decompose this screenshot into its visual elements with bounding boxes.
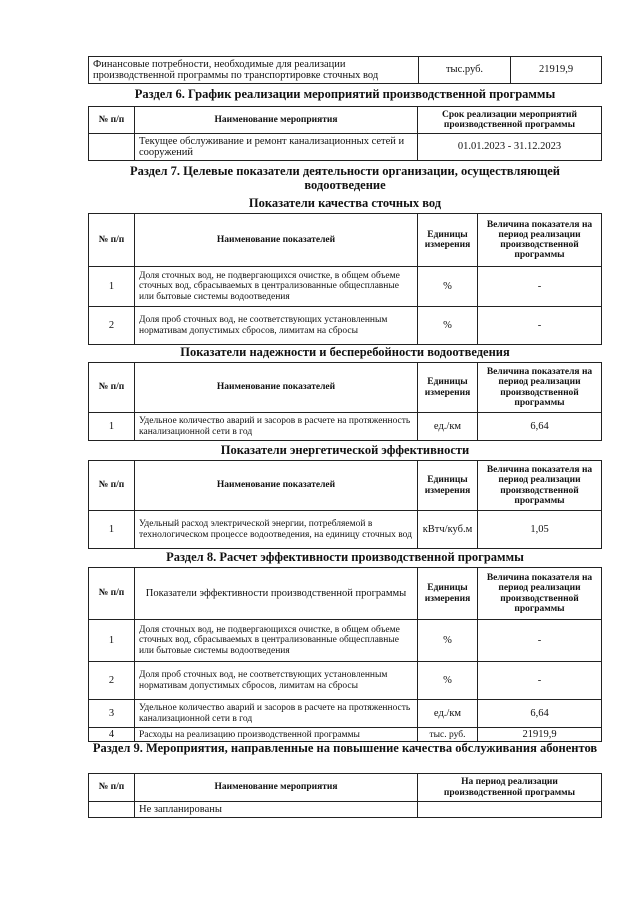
table-row: 1 Доля сточных вод, не подвергающихся очистке, в общем объеме сточных вод, сбрасываемых в централизованные общесплавные или бытовые системы водоотведения % - [89, 620, 602, 662]
s7-energy-table [88, 460, 602, 549]
s9-row-name: Не запланированы [135, 802, 418, 818]
s6-row-term: 01.01.2023 - 31.12.2023 [418, 134, 602, 161]
s7t3-col-unit: Единицы измерения [418, 461, 478, 511]
financial-needs-table [88, 56, 602, 84]
financial-needs-unit: тыс.руб. [419, 57, 511, 84]
s7-energy-subtitle: Показатели энергетической эффективности [220, 443, 470, 457]
table-row: 4 Расходы на реализацию производственной программы тыс. руб. 21919,9 [89, 728, 602, 742]
table-row: 1 Доля сточных вод, не подвергающихся очистке, в общем объеме сточных вод, сбрасываемых в централизованные общесплавные или бытовые системы водоотведения % - [89, 267, 602, 307]
s8-col-value: Величина показателя на период реализации производственной программы [478, 568, 602, 620]
table-row: 2 Доля проб сточных вод, не соответствующих установленным нормативам допустимых сбросов, лимитам на сбросы % - [89, 662, 602, 700]
s9-col-num: № п/п [89, 774, 135, 802]
financial-needs-label: Финансовые потребности, необходимые для реализации производственной программы по транспортировке сточных вод [89, 57, 419, 84]
s7t1-col-name: Наименование показателей [135, 214, 418, 267]
s7-reliability-table [88, 362, 602, 441]
s9-row-term [418, 802, 602, 818]
s9-row-num [89, 802, 135, 818]
s8-col-name: Показатели эффективности производственной программы [135, 568, 418, 620]
section-6-table [88, 106, 602, 161]
s7t1-col-value: Величина показателя на период реализации производственной программы [478, 214, 602, 267]
section-7-title: Раздел 7. Целевые показатели деятельности организации, осуществляющей водоотведение [129, 164, 561, 192]
table-row: 1 Удельное количество аварий и засоров в расчете на протяженность канализационной сети в год ед./км 6,64 [89, 413, 602, 441]
s6-row-num [89, 134, 135, 161]
s9-col-name: Наименование мероприятия [135, 774, 418, 802]
table-row: 2 Доля проб сточных вод, не соответствующих установленным нормативам допустимых сбросов, лимитам на сбросы % - [89, 307, 602, 345]
s7t3-col-name: Наименование показателей [135, 461, 418, 511]
s7t3-col-value: Величина показателя на период реализации производственной программы [478, 461, 602, 511]
table-row: 1 Удельный расход электрической энергии, потребляемой в технологическом процессе водоотведения, на единицу сточных вод кВтч/куб.м 1,05 [89, 511, 602, 549]
financial-needs-value: 21919,9 [511, 57, 602, 84]
s8-col-unit: Единицы измерения [418, 568, 478, 620]
s7t2-col-unit: Единицы измерения [418, 363, 478, 413]
section-6-title: Раздел 6. График реализации мероприятий производственной программы [134, 87, 556, 101]
s7t2-col-name: Наименование показателей [135, 363, 418, 413]
table-row: 3 Удельное количество аварий и засоров в расчете на протяженность канализационной сети в год ед./км 6,64 [89, 700, 602, 728]
s6-col-term: Срок реализации мероприятий производственной программы [418, 107, 602, 134]
section-8-title: Раздел 8. Расчет эффективности производственной программы [166, 550, 524, 564]
s6-col-num: № п/п [89, 107, 135, 134]
s7-quality-table [88, 213, 602, 345]
s7t3-col-num: № п/п [89, 461, 135, 511]
s6-row-name: Текущее обслуживание и ремонт канализационных сетей и сооружений [135, 134, 418, 161]
section-9-table [88, 773, 602, 818]
s7-reliability-subtitle: Показатели надежности и бесперебойности водоотведения [180, 345, 510, 359]
s7t2-col-value: Величина показателя на период реализации производственной программы [478, 363, 602, 413]
s8-col-num: № п/п [89, 568, 135, 620]
s7t2-col-num: № п/п [89, 363, 135, 413]
s7t1-col-num: № п/п [89, 214, 135, 267]
section-8-table [88, 567, 602, 742]
s7t1-col-unit: Единицы измерения [418, 214, 478, 267]
s6-col-name: Наименование мероприятия [135, 107, 418, 134]
section-9-title: Раздел 9. Мероприятия, направленные на повышение качества обслуживания абонентов [92, 741, 598, 755]
s7-quality-subtitle: Показатели качества сточных вод [248, 196, 442, 210]
s9-col-term: На период реализации производственной программы [418, 774, 602, 802]
